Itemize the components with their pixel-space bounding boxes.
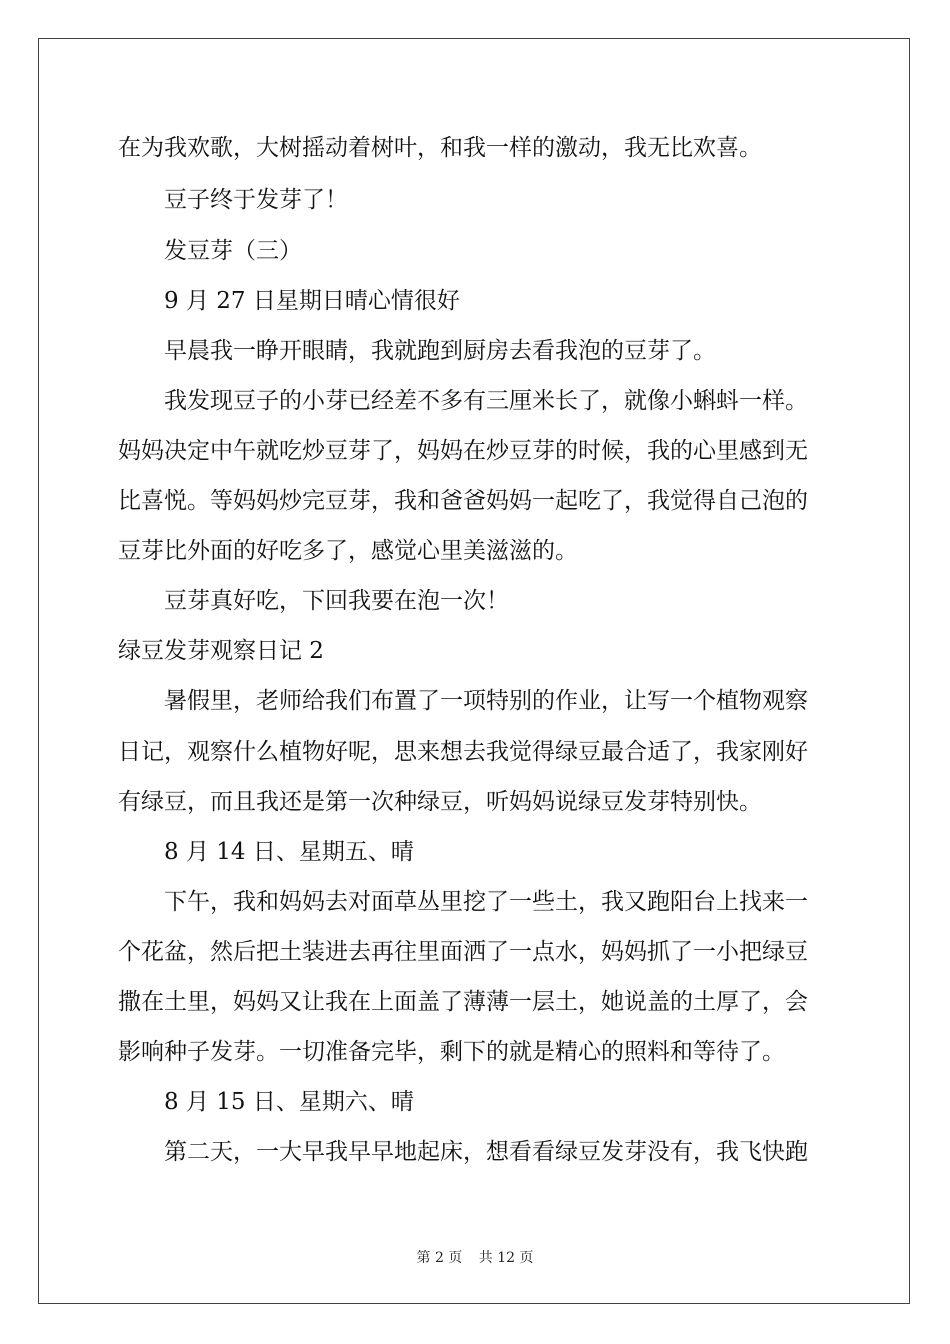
text-line: 我发现豆子的小芽已经差不多有三厘米长了，就像小蝌蚪一样。 [164,388,808,414]
text-line: 豆芽真好吃，下回我要在泡一次！ [164,588,509,614]
text-line: 有绿豆，而且我还是第一次种绿豆，听妈妈说绿豆发芽特别快。 [118,789,762,815]
text-line: 日记，观察什么植物好呢，思来想去我觉得绿豆最合适了，我家刚好 [118,739,808,765]
date-line: 9 月 27 日星期日晴心情很好 [164,288,460,314]
page-total: 共 12 页 [478,1250,534,1266]
text-line: 下午，我和妈妈去对面草丛里挖了一些土，我又跑阳台上找来一 [164,889,808,915]
text-line: 豆子终于发芽了！ [164,187,348,213]
article-title: 绿豆发芽观察日记 2 [118,638,324,664]
text-line: 个花盆，然后把土装进去再往里面洒了一点水，妈妈抓了一小把绿豆 [118,939,808,965]
text-line: 豆芽比外面的好吃多了，感觉心里美滋滋的。 [118,538,578,564]
text-line: 妈妈决定中午就吃炒豆芽了，妈妈在炒豆芽的时候，我的心里感到无 [118,438,808,464]
text-line: 暑假里，老师给我们布置了一项特别的作业，让写一个植物观察 [164,688,808,714]
text-line: 撒在土里，妈妈又让我在上面盖了薄薄一层土，她说盖的土厚了，会 [118,989,808,1015]
text-line: 影响种子发芽。一切准备完毕，剩下的就是精心的照料和等待了。 [118,1039,785,1065]
text-line: 在为我欢歌，大树摇动着树叶，和我一样的激动，我无比欢喜。 [118,135,762,161]
page-footer [0,1247,950,1267]
page-number: 第 2 页 [416,1250,463,1266]
text-line: 第二天，一大早我早早地起床，想看看绿豆发芽没有，我飞快跑 [164,1139,808,1165]
date-line: 8 月 15 日、星期六、晴 [164,1089,414,1115]
date-line: 8 月 14 日、星期五、晴 [164,839,414,865]
text-line: 早晨我一睁开眼睛，我就跑到厨房去看我泡的豆芽了。 [164,338,716,364]
text-line: 比喜悦。等妈妈炒完豆芽，我和爸爸妈妈一起吃了，我觉得自己泡的 [118,488,808,514]
section-heading: 发豆芽（三） [164,238,302,264]
